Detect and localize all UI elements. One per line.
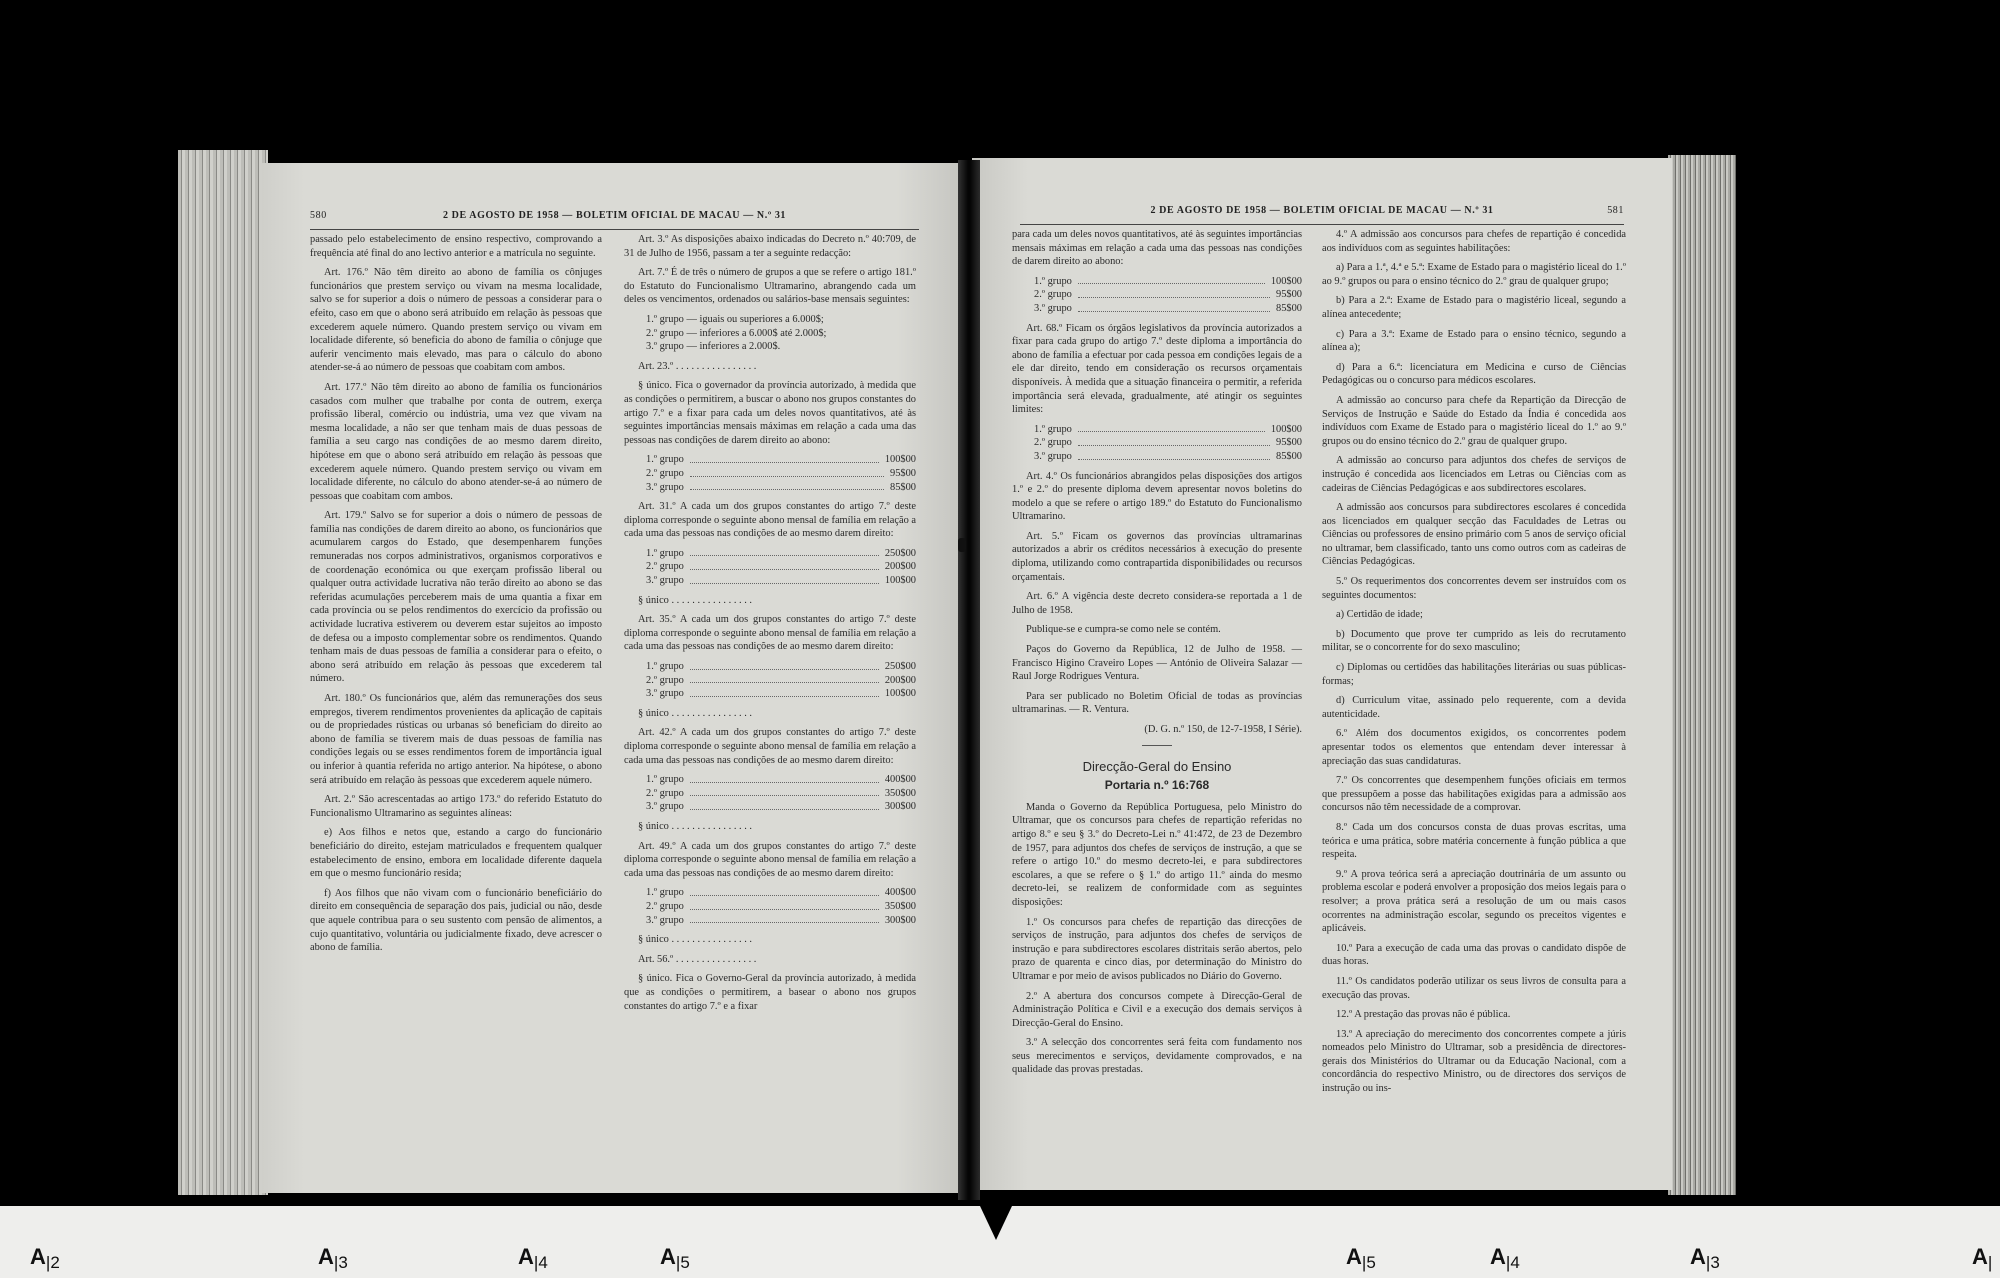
paragraph: c) Para a 3.ª: Exame de Estado para o ensino técnico, segundo a alínea a);	[1322, 328, 1626, 354]
group-label: 3.º grupo	[646, 481, 684, 493]
amount-value: 350$00	[884, 787, 916, 799]
amount-value: 350$00	[884, 900, 916, 912]
paragraph: 9.º A prova teórica será a apreciação doutrinária de um assunto ou problema escolar e poderá envolver a proposição dos meios legais para o resolver; a prova prática será a resolução de um ou mais casos ocorrentes na administração escolar, segundo os preceitos vigentes e aplicáveis.	[1322, 868, 1626, 935]
paragraph: § único. Fica o Governo-Geral da província autorizado, à medida que as condições o permitirem, a basear o abono nos grupos constantes do artigo 7.º e a fixar	[624, 973, 916, 1012]
binding-clip	[958, 538, 966, 552]
paragraph: § único. Fica o governador da província autorizado, à medida que as condições o permitirem, a buscar o abono nos grupos constantes do artigo 7.º e a fixar para cada um deles novos quantitativos, até às seguintes importâncias mensais máximas em relação a cada uma das pessoas nas condições de darem direito ao abono:	[624, 380, 916, 446]
paragraph: b) Para a 2.ª: Exame de Estado para o magistério liceal, segundo a alínea antecedente;	[1322, 295, 1626, 320]
table-row	[646, 900, 916, 914]
table-row	[646, 660, 916, 674]
group-list	[646, 313, 916, 354]
group-row: 3.º grupo — inferiores a 2.000$.	[646, 341, 781, 353]
amount-value: 95$00	[890, 467, 916, 479]
right-header-rule	[1020, 224, 1624, 225]
right-column-2	[1322, 228, 1626, 1102]
paragraph: Art. 56.º . . . . . . . . . . . . . . . .	[638, 953, 757, 965]
paragraph: Art. 3.º As disposições abaixo indicadas do Decreto n.º 40:709, de 31 de Julho de 1956, passam a ter a seguinte redacção:	[624, 234, 916, 259]
table-row	[646, 773, 916, 787]
amount-value: 85$00	[1276, 450, 1302, 462]
paragraph: Art. 5.º Ficam os governos das províncias ultramarinas autorizados a abrir os créditos necessários à execução do presente diploma, utilizando como contrapartida disponibilidades ou recursos orçamentais.	[1012, 530, 1302, 583]
group-label: 3.º grupo	[646, 914, 684, 926]
divider	[1142, 745, 1172, 746]
paragraph: Art. 7.º É de três o número de grupos a que se refere o artigo 181.º do Estatuto do Funcionalismo Ultramarino, abrangendo cada um deles os vencimentos, ordenados ou salários-base mensais seguintes:	[624, 267, 916, 306]
amount-table	[646, 453, 916, 494]
table-row	[646, 800, 916, 814]
ruler-mark: A|5	[1346, 1244, 1376, 1272]
amount-value: 300$00	[884, 801, 916, 813]
book-gutter	[958, 160, 980, 1200]
paragraph: Art. 180.º Os funcionários que, além das remunerações dos seus empregos, tiverem rendimentos provenientes da aplicação de capitais ou de propriedades rústicas ou urbanas só beneficiam do direito ao abono de família se tiverem mais de duas pessoas de família nas condições legais ou se esses rendimentos forem de importância igual ou inferior à quantia referida no artigo anterior. Na hipótese, o abono será atribuído em relação às pessoas que excederem aquele número.	[310, 693, 602, 786]
group-label: 2.º grupo	[646, 561, 684, 573]
paragraph: 5.º Os requerimentos dos concorrentes devem ser instruídos com os seguintes documentos:	[1322, 576, 1626, 601]
paragraph: Art. 42.º A cada um dos grupos constantes do artigo 7.º deste diploma corresponde o seguinte abono mensal de família em relação a cada uma das pessoas nas condições de ao mesmo darem direito:	[624, 727, 916, 766]
table-row	[646, 574, 916, 588]
paragraph: Art. 31.º A cada um dos grupos constantes do artigo 7.º deste diploma corresponde o seguinte abono mensal de família em relação a cada uma das pessoas nas condições de ao mesmo darem direito:	[624, 501, 916, 540]
paragraph: Art. 6.º A vigência deste decreto considera-se reportada a 1 de Julho de 1958.	[1012, 591, 1302, 616]
amount-value: 100$00	[1270, 423, 1302, 435]
amount-table	[1034, 275, 1302, 316]
group-label: 2.º grupo	[646, 787, 684, 799]
table-row	[646, 467, 916, 481]
ruler-mark: A|4	[1490, 1244, 1520, 1272]
paragraph: Art. 176.º Não têm direito ao abono de família os cônjuges funcionários que prestem serviço ou vivam na mesma localidade, salvo se for superior a dois o número de pessoas a considerar para o efeito, caso em que o abono será atribuído em relação às pessoas que excederem aquele número. Quando prestem serviço ou vivam em localidade diferente, só beneficia do abono de família o cônjuge que auferir vencimento mais elevado, mas para o cálculo do abono atender-se-á ao número de pessoas que coabitam com ambos.	[310, 267, 602, 374]
table-row	[646, 687, 916, 701]
table-row	[1034, 436, 1302, 450]
table-row	[646, 453, 916, 467]
paragraph: 13.º A apreciação do merecimento dos concorrentes compete a júris nomeados pelo Ministro do Ultramar, sob a presidência de directores-gerais dos Ministérios do Ultramar ou da Educação Nacional, com a concordância do respectivo Ministro, ou de directores dos serviços de instrução ou ins-	[1322, 1028, 1626, 1095]
left-header-rule	[310, 229, 919, 230]
table-row	[646, 886, 916, 900]
amount-value: 95$00	[1276, 437, 1302, 449]
left-column-2	[624, 233, 916, 1019]
table-row	[1034, 288, 1302, 302]
left-page	[262, 163, 967, 1193]
group-label: 3.º grupo	[1034, 302, 1072, 314]
amount-value: 100$00	[884, 454, 916, 466]
group-label: 3.º grupo	[646, 801, 684, 813]
paragraph: d) Para a 6.ª: licenciatura em Medicina e curso de Ciências Pedagógicas ou o concurso para médicos escolares.	[1322, 361, 1626, 387]
table-row	[646, 560, 916, 574]
table-row	[646, 674, 916, 688]
amount-value: 200$00	[884, 674, 916, 686]
group-label: 1.º grupo	[1034, 423, 1072, 435]
ruler-mark: A|3	[1690, 1244, 1720, 1272]
group-label: 1.º grupo	[646, 547, 684, 559]
paragraph: Art. 68.º Ficam os órgãos legislativos da província autorizados a fixar para cada grupo do artigo 7.º deste diploma a importância do abono de família a efectuar por cada pessoa em condições legais de a ele dar direito, tendo em consideração os recursos orçamentais disponíveis. À medida que a situação financeira o permitir, a referida importância será elevada, gradualmente, até atingir os seguintes limites:	[1012, 322, 1302, 416]
ruler-mark: A|5	[660, 1244, 690, 1272]
paragraph: Art. 49.º A cada um dos grupos constantes do artigo 7.º deste diploma corresponde o seguinte abono mensal de família em relação a cada uma das pessoas nas condições de ao mesmo darem direito:	[624, 840, 916, 879]
paragraph: 6.º Além dos documentos exigidos, os concorrentes podem apresentar todos os elementos que entendam dever interessar à apreciação das suas candidaturas.	[1322, 728, 1626, 767]
paragraph: e) Aos filhos e netos que, estando a cargo do funcionário beneficiário do direito, estejam matriculados e frequentem qualquer estabelecimento de ensino, embora em localidade diferente daquela em que o mesmo funcionário resida;	[310, 827, 602, 880]
group-label: 1.º grupo	[646, 661, 684, 673]
paragraph: 4.º A admissão aos concursos para chefes de repartição é concedida aos indivíduos com as seguintes habilitações:	[1322, 229, 1626, 254]
paragraph: Art. 177.º Não têm direito ao abono de família os funcionários casados com mulher que trabalhe por conta de outrem, exerça profissão liberal, comércio ou indústria, uma vez que vivam na mesma localidade, a não ser que tenham mais de duas pessoas de família a seu cargo nas condições de ao mesmo darem direito, hipótese em que o abono será atribuído em relação às pessoas que excederem aquele número. Quando prestem serviço ou vivam em localidade diferente, no cálculo do abono atender-se-á ao número de pessoas que coabitam com ambos.	[310, 381, 602, 502]
paragraph: § único . . . . . . . . . . . . . . . .	[638, 934, 753, 946]
right-page-edges	[1668, 155, 1736, 1195]
paragraph: Para ser publicado no Boletim Oficial de todas as províncias ultramarinas. — R. Ventura.	[1012, 690, 1302, 716]
group-label: 1.º grupo	[646, 887, 684, 899]
portaria-title: Portaria n.º 16:768	[1104, 778, 1210, 793]
left-column-1	[310, 233, 602, 961]
right-page	[972, 158, 1672, 1190]
table-row	[646, 914, 916, 928]
table-row	[646, 547, 916, 561]
group-label: 1.º grupo	[1034, 275, 1072, 287]
amount-value: 100$00	[1270, 275, 1302, 287]
group-label: 3.º grupo	[646, 575, 684, 587]
amount-table	[646, 660, 916, 701]
left-page-edges	[178, 150, 268, 1195]
group-row: 2.º grupo — inferiores a 6.000$ até 2.000$;	[646, 327, 827, 339]
table-row	[646, 481, 916, 495]
paragraph: a) Certidão de idade;	[1336, 609, 1423, 621]
amount-value: 300$00	[884, 914, 916, 926]
ruler-mark: A|	[1972, 1244, 1993, 1272]
right-page-header	[972, 205, 1672, 223]
group-label: 2.º grupo	[1034, 437, 1072, 449]
amount-value: 200$00	[884, 561, 916, 573]
table-row	[1034, 275, 1302, 289]
left-page-header	[262, 210, 967, 228]
group-label: 3.º grupo	[646, 688, 684, 700]
paragraph: para cada um deles novos quantitativos, até às seguintes importâncias mensais máximas em relação a cada uma das pessoas nas condições de darem direito ao abono:	[1012, 229, 1302, 268]
group-label: 3.º grupo	[1034, 450, 1072, 462]
paragraph: passado pelo estabelecimento de ensino respectivo, comprovando a frequência até final do ano lectivo anterior e a matrícula no seguinte.	[310, 234, 602, 259]
table-row	[646, 787, 916, 801]
paragraph: A admissão aos concursos para subdirectores escolares é concedida aos licenciados em qualquer secção das Faculdades de Letras ou Ciências ou professores de ensino primário com 5 anos de serviço oficial no ultramar, bem classificado, tanto uns como outros com as cadeiras de Ciências Pedagógicas.	[1322, 502, 1626, 568]
paragraph: 1.º Os concursos para chefes de repartição das direcções de serviços de instrução, para adjuntos dos chefes de serviços de instrução e para subdirectores escolares distritais serão abertos, pelo prazo de quarenta e cinco dias, por determinação do Ministro do Ultramar e por meio de avisos publicados no Diário do Governo.	[1012, 916, 1302, 982]
paragraph: 7.º Os concorrentes que desempenhem funções oficiais em termos que pressupõem a posse das habilitações exigidas para a admissão aos concursos não têm necessidade de a comprovar.	[1322, 775, 1626, 814]
paragraph: A admissão ao concurso para adjuntos dos chefes de serviços de instrução é concedida aos licenciados em Letras ou Ciências com as cadeiras de Ciências Pedagógicas e aos subdirectores escolares.	[1322, 455, 1626, 494]
paragraph: 8.º Cada um dos concursos consta de duas provas escritas, uma teórica e uma prática, sobre matéria concernente à função pública a que respeita.	[1322, 821, 1626, 861]
amount-value: 250$00	[884, 547, 916, 559]
ruler-notch	[980, 1206, 1012, 1240]
table-row	[1034, 423, 1302, 437]
paragraph: § único . . . . . . . . . . . . . . . .	[638, 820, 753, 832]
paragraph: 10.º Para a execução de cada uma das provas o candidato dispõe de duas horas.	[1322, 942, 1626, 968]
paragraph: b) Documento que prove ter cumprido as leis do recrutamento militar, se o concorrente for do sexo masculino;	[1322, 628, 1626, 654]
group-label: 2.º grupo	[646, 900, 684, 912]
left-page-number: 580	[310, 210, 327, 221]
group-label: 2.º grupo	[1034, 289, 1072, 301]
group-label: 2.º grupo	[646, 674, 684, 686]
paragraph: A admissão ao concurso para chefe da Repartição da Direcção de Serviços de Instrução e Saúde do Estado da Índia é concedida aos indivíduos com Exame de Estado para o magistério liceal do 1.º ao 9.º grupos ou do ensino técnico do 2.º grau de qualquer grupo.	[1322, 394, 1626, 447]
paragraph: Art. 35.º A cada um dos grupos constantes do artigo 7.º deste diploma corresponde o seguinte abono mensal de família em relação a cada uma das pessoas nas condições de ao mesmo darem direito:	[624, 614, 916, 653]
paragraph: 12.º A prestação das provas não é pública.	[1336, 1009, 1511, 1021]
right-column-1	[1012, 228, 1302, 1083]
amount-table	[646, 547, 916, 588]
paragraph: c) Diplomas ou certidões das habilitações literárias ou suas públicas-formas;	[1322, 662, 1626, 687]
paragraph: 11.º Os candidatos poderão utilizar os seus livros de consulta para a execução das provas.	[1322, 975, 1626, 1001]
amount-table	[646, 773, 916, 814]
ruler-mark: A|4	[518, 1244, 548, 1272]
paragraph: f) Aos filhos que não vivam com o funcionário beneficiário do direito em consequência de separação dos pais, judicial ou não, desde que aquele contribua para o seu sustento com pensão de alimentos, a cujo quantitativo, voluntária ou judicialmente fixado, deve acrescer o abono de família.	[310, 887, 602, 954]
paragraph: a) Para a 1.ª, 4.ª e 5.ª: Exame de Estado para o magistério liceal do 1.º ao 9.º grupos ou para o ensino técnico do 2.º grau de qualquer grupo;	[1322, 262, 1626, 287]
group-row: 1.º grupo — iguais ou superiores a 6.000$;	[646, 313, 824, 325]
amount-table	[1034, 423, 1302, 464]
amount-table	[646, 886, 916, 927]
right-page-number: 581	[1607, 205, 1624, 216]
paragraph: Art. 4.º Os funcionários abrangidos pelas disposições dos artigos 1.º e 2.º do presente diploma devem apresentar novos boletins do modelo a que se refere o artigo 189.º do Estatuto do Funcionalismo Ultramarino.	[1012, 470, 1302, 523]
source-reference: (D. G. n.º 150, de 12-7-1958, I Série).	[1144, 724, 1302, 735]
paragraph: 3.º A selecção dos concorrentes será feita com fundamento nos seus merecimentos e serviços, devidamente comprovados, e na qualidade das provas prestadas.	[1012, 1037, 1302, 1076]
signature-paragraph: Paços do Governo da República, 12 de Julho de 1958. — Francisco Higino Craveiro Lopes — António de Oliveira Salazar — Raul Jorge Rodrigues Ventura.	[1012, 644, 1302, 683]
amount-value: 95$00	[1276, 289, 1302, 301]
group-label: 1.º grupo	[646, 454, 684, 466]
group-label: 1.º grupo	[646, 774, 684, 786]
group-label: 2.º grupo	[646, 467, 684, 479]
table-row	[1034, 450, 1302, 464]
right-header-title: 2 DE AGOSTO DE 1958 — BOLETIM OFICIAL DE MACAU — N.º 31	[1150, 205, 1494, 216]
amount-value: 85$00	[890, 481, 916, 493]
table-row	[1034, 302, 1302, 316]
microfilm-ruler	[0, 1206, 2000, 1278]
amount-value: 100$00	[884, 688, 916, 700]
amount-value: 400$00	[884, 887, 916, 899]
paragraph: § único . . . . . . . . . . . . . . . .	[638, 707, 753, 719]
paragraph: d) Curriculum vitae, assinado pelo requerente, com a devida autenticidade.	[1322, 695, 1626, 720]
paragraph: § único . . . . . . . . . . . . . . . .	[638, 594, 753, 606]
amount-value: 100$00	[884, 575, 916, 587]
amount-value: 250$00	[884, 661, 916, 673]
amount-value: 85$00	[1276, 302, 1302, 314]
section-title: Direcção-Geral do Ensino	[1082, 758, 1232, 774]
paragraph: 2.º A abertura dos concursos compete à Direcção-Geral de Administração Política e Civil e a execução dos demais serviços à Direcção-Geral do Ensino.	[1012, 990, 1302, 1029]
paragraph: Manda o Governo da República Portuguesa, pelo Ministro do Ultramar, que os concursos para chefes de repartição referidas no artigo 8.º e seu § 3.º do Decreto-Lei n.º 41:472, de 23 de Dezembro de 1957, para adjuntos dos chefes de serviços de instrução, a que se refere o artigo 10.º do mesmo decreto-lei, e para subdirectores escolares, a que se refere o § 1.º do artigo 11.º ainda do mesmo decreto-lei, se realizem de conformidade com as seguintes disposições:	[1012, 801, 1302, 908]
paragraph: Art. 2.º São acrescentadas ao artigo 173.º do referido Estatuto do Funcionalismo Ultramarino as seguintes alíneas:	[310, 794, 602, 819]
ruler-mark: A|3	[318, 1244, 348, 1272]
paragraph: Publique-se e cumpra-se como nele se contém.	[1026, 624, 1221, 636]
amount-value: 400$00	[884, 774, 916, 786]
ruler-mark: A|2	[30, 1244, 60, 1272]
paragraph: Art. 23.º . . . . . . . . . . . . . . . .	[638, 360, 757, 372]
left-header-title: 2 DE AGOSTO DE 1958 — BOLETIM OFICIAL DE MACAU — N.º 31	[442, 210, 787, 221]
paragraph: Art. 179.º Salvo se for superior a dois o número de pessoas de família nas condições de darem direito ao abono, os funcionários que acumularem cargos do Estado, que desempenharem funções remuneradas nos corpos administrativos, organismos corporativos e de coordenação económica ou que exerçam profissão liberal ou qualquer outra actividade lucrativa não terão direito ao abono se das referidas acumulações perceberem mais de uma quantia a fixar em cada província ou se pelos rendimentos do exercício da profissão ou actividade lucrativa estiverem ou deverem estar sujeitos ao imposto de defesa ou a imposto complementar sobre os rendimentos. Quando tenham mais de duas pessoas de família a considerar para o efeito, o abono será atribuído em relação às pessoas que excederem tal número.	[310, 510, 602, 685]
